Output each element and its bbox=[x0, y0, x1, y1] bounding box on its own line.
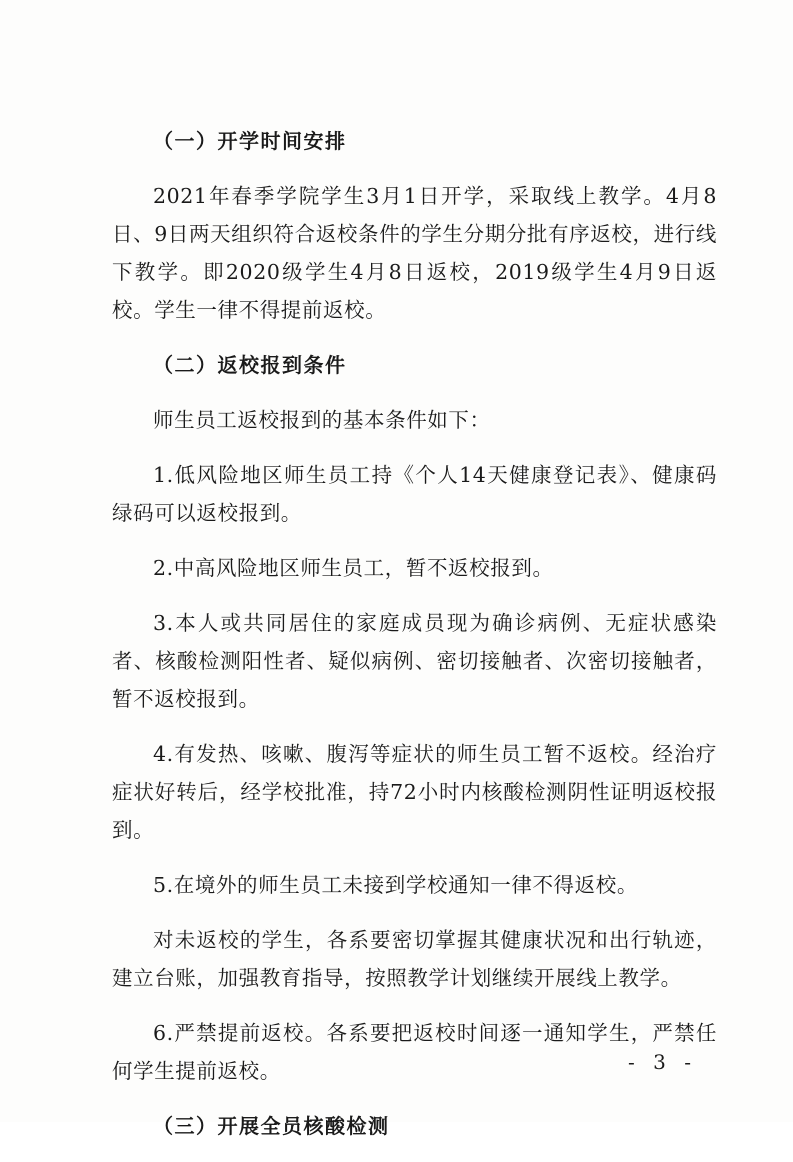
section-heading-nucleic-testing: （三）开展全员核酸检测 bbox=[153, 1114, 390, 1138]
paragraph-condition-1: 1.低风险地区师生员工持《个人14天健康登记表》、健康码绿码可以返校报到。 bbox=[112, 463, 717, 525]
page-number: - 3 - bbox=[628, 1050, 697, 1074]
paragraph-condition-6: 6.严禁提前返校。各系要把返校时间逐一通知学生，严禁任何学生提前返校。 bbox=[112, 1021, 717, 1083]
paragraph-non-returning-students: 对未返校的学生，各系要密切掌握其健康状况和出行轨迹，建立台账，加强教育指导，按照教学计划继续开展线上教学。 bbox=[112, 928, 717, 990]
paragraph-condition-2: 2.中高风险地区师生员工，暂不返校报到。 bbox=[153, 556, 554, 580]
document-body bbox=[112, 122, 717, 1162]
section-heading-schedule: （一）开学时间安排 bbox=[153, 129, 347, 153]
paragraph-condition-4: 4.有发热、咳嗽、腹泻等症状的师生员工暂不返校。经治疗症状好转后，经学校批准，持72小时内核酸检测阴性证明返校报到。 bbox=[112, 742, 717, 842]
section-heading-return-conditions: （二）返校报到条件 bbox=[153, 353, 347, 377]
paragraph-schedule: 2021年春季学院学生3月1日开学，采取线上教学。4月8日、9日两天组织符合返校条件的学生分期分批有序返校，进行线下教学。即2020级学生4月8日返校，2019级学生4月9日返校。学生一律不得提前返校。 bbox=[112, 184, 717, 322]
paragraph-conditions-intro: 师生员工返校报到的基本条件如下： bbox=[153, 408, 491, 432]
paragraph-condition-3: 3.本人或共同居住的家庭成员现为确诊病例、无症状感染者、核酸检测阳性者、疑似病例、密切接触者、次密切接触者，暂不返校报到。 bbox=[112, 611, 717, 711]
paragraph-condition-5: 5.在境外的师生员工未接到学校通知一律不得返校。 bbox=[153, 873, 638, 897]
